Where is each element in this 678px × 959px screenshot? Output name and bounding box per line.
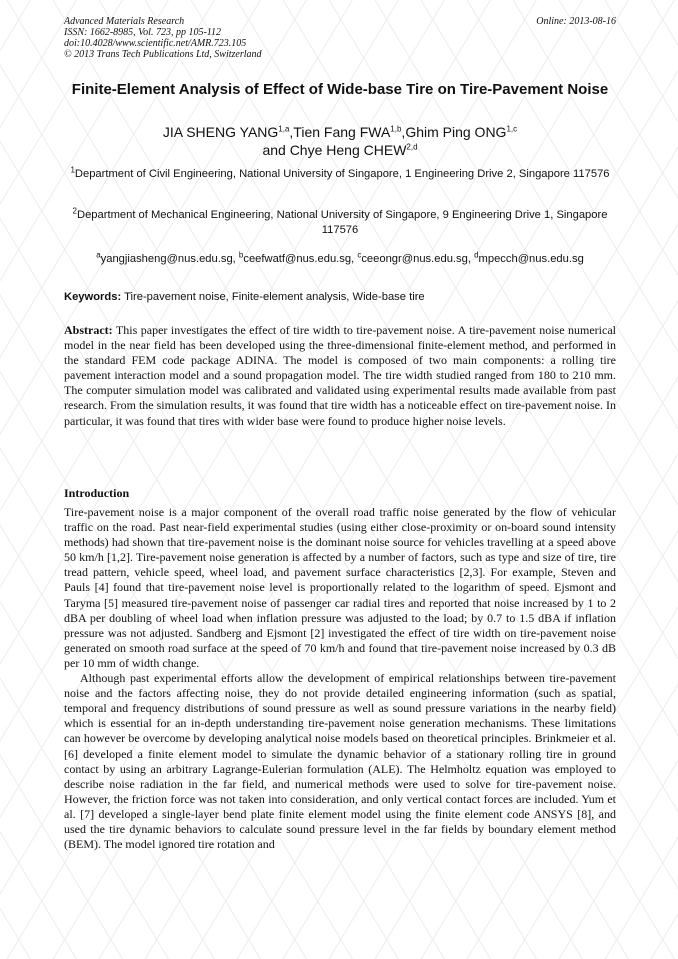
email-link[interactable]: ceeongr@nus.edu.sg, bbox=[361, 253, 475, 265]
keywords-text: Tire-pavement noise, Finite-element analysis, Wide-base tire bbox=[121, 291, 425, 303]
author-superscript: 2,d bbox=[406, 142, 418, 152]
author-emails: $^a$yangjiasheng@nus.edu.sg, $^b$ceefwatf@nus.edu.sg, $^c$ceeongr@nus.edu.sg, $^d$mpecch@nus.edu.sg bbox=[96, 250, 584, 265]
author-superscript: 1,b bbox=[390, 124, 402, 134]
online-date: Online: 2013-08-16 bbox=[536, 16, 616, 27]
author-superscript: 1,a bbox=[278, 124, 290, 134]
abstract-text: This paper investigates the effect of tire width to tire-pavement noise. A tire-pavement noise numerical model in the near field has been developed using the three-dimensional finite-element method, and performed in the standard FEM code package ADINA. The model is composed of two main components: a rolling tire pavement interaction model and a sound propagation model. The tire width studied ranged from 180 to 210 mm. The computer simulation model was calibrated and validated using experimental results made available from past research. From the simulation results, it was found that tire width has a noticeable effect on tire-pavement noise. In particular, it was found that tires with wider base were found to produce higher noise levels. bbox=[64, 323, 616, 428]
introduction-body bbox=[64, 505, 616, 852]
paper-title: Finite-Element Analysis of Effect of Wide-base Tire on Tire-Pavement Noise bbox=[71, 81, 609, 98]
author-name: and Chye Heng CHEW bbox=[262, 142, 407, 158]
journal-header bbox=[64, 16, 616, 60]
section-heading-introduction: Introduction bbox=[64, 486, 130, 500]
article-doi: doi:10.4028/www.scientific.net/AMR.723.105 bbox=[64, 38, 247, 49]
author-superscript: 1,c bbox=[506, 124, 518, 134]
author-name: JIA SHENG YANG bbox=[162, 124, 279, 140]
journal-issn: ISSN: 1662-8985, Vol. 723, pp 105-112 bbox=[64, 27, 222, 38]
email-link[interactable]: yangjiasheng@nus.edu.sg, bbox=[100, 253, 239, 265]
affiliation-2: $^2$Department of Mechanical Engineering, National University of Singapore, 9 Engineering Drive 1, Singapore 117576 bbox=[72, 206, 608, 236]
copyright-line: © 2013 Trans Tech Publications Ltd, Switzerland bbox=[64, 49, 262, 60]
body-paragraph: Although past experimental efforts allow the development of empirical relationships between tire-pavement noise and the factors affecting noise, they do not provide detailed engineering information (such as spatial, temporal and frequency distributions of sound pressure as well as sound pressure variations in the nearby field) which is essential for an in-depth understanding tire-pavement noise generation mechanisms. These limitations can however be overcome by developing analytical noise models based on theoretical principles. Brinkmeier et al. [6] developed a finite element model to simulate the dynamic behavior of a stationary rolling tire in ground contact by using an arbitrary Lagrange-Eulerian formulation (ALE). The Helmholtz equation was employed to describe noise radiation in the far field, and numerical methods were used to solve for tire-pavement noise. However, the friction force was not taken into consideration, and only vertical contact forces are included. Yum et al. [7] developed a single-layer bend plate finite element model using the finite element code ANSYS [8], and used the tire dynamic behaviors to calculate sound pressure level in the far fields by boundary element method (BEM). The model ignored tire rotation and bbox=[64, 671, 616, 852]
author-name: Ghim Ping ONG bbox=[405, 124, 507, 140]
body-paragraph: Tire-pavement noise is a major component of the overall road traffic noise generated by the flow of vehicular traffic on the road. Past near-field experimental studies (using either close-proximity or on-board sound intensity methods) had shown that tire-pavement noise is the dominant noise source for vehicles travelling at a speed above 50 km/h [1,2]. Tire-pavement noise generation is affected by a number of factors, such as type and size of tire, tire tread pattern, vehicle speed, wheel load, and pavement surface characteristics [2,3]. For example, Steven and Pauls [4] found that tire-pavement noise level is proportionally related to the logarithm of speed. Ejsmont and Taryma [5] measured tire-pavement noise of passenger car radial tires and reported that noise increased by 1 to 2 dBA per doubling of wheel load when inflation pressure was adjusted to the load; by 0.7 to 1.5 dBA if inflation pressure was not adjusted. Sandberg and Ejsmont [2] investigated the effect of tire width on tire-pavement noise generated on smooth road surface at the speed of 70 km/h and found that tire-pavement noise increased by 0.3 dB per 10 mm of width change. bbox=[64, 505, 616, 670]
abstract-label: Abstract: bbox=[64, 323, 113, 337]
journal-name: Advanced Materials Research bbox=[64, 16, 185, 27]
affiliation-1: $^1$Department of Civil Engineering, National University of Singapore, 1 Engineering Drive 2, Singapore 117576 bbox=[70, 165, 610, 180]
author-list: JIA SHENG YANG$^{1,a}$,Tien Fang FWA$^{1,b}$,Ghim Ping ONG$^{1,c}$ and Chye Heng CHEW$^{2,d}$ bbox=[162, 124, 518, 158]
keywords-label: Keywords: bbox=[64, 291, 122, 303]
email-link[interactable]: ceefwatf@nus.edu.sg, bbox=[243, 253, 358, 265]
abstract bbox=[64, 323, 616, 429]
email-link[interactable]: mpecch@nus.edu.sg bbox=[478, 253, 584, 265]
keywords bbox=[64, 290, 616, 305]
author-name: Tien Fang FWA bbox=[293, 124, 391, 140]
